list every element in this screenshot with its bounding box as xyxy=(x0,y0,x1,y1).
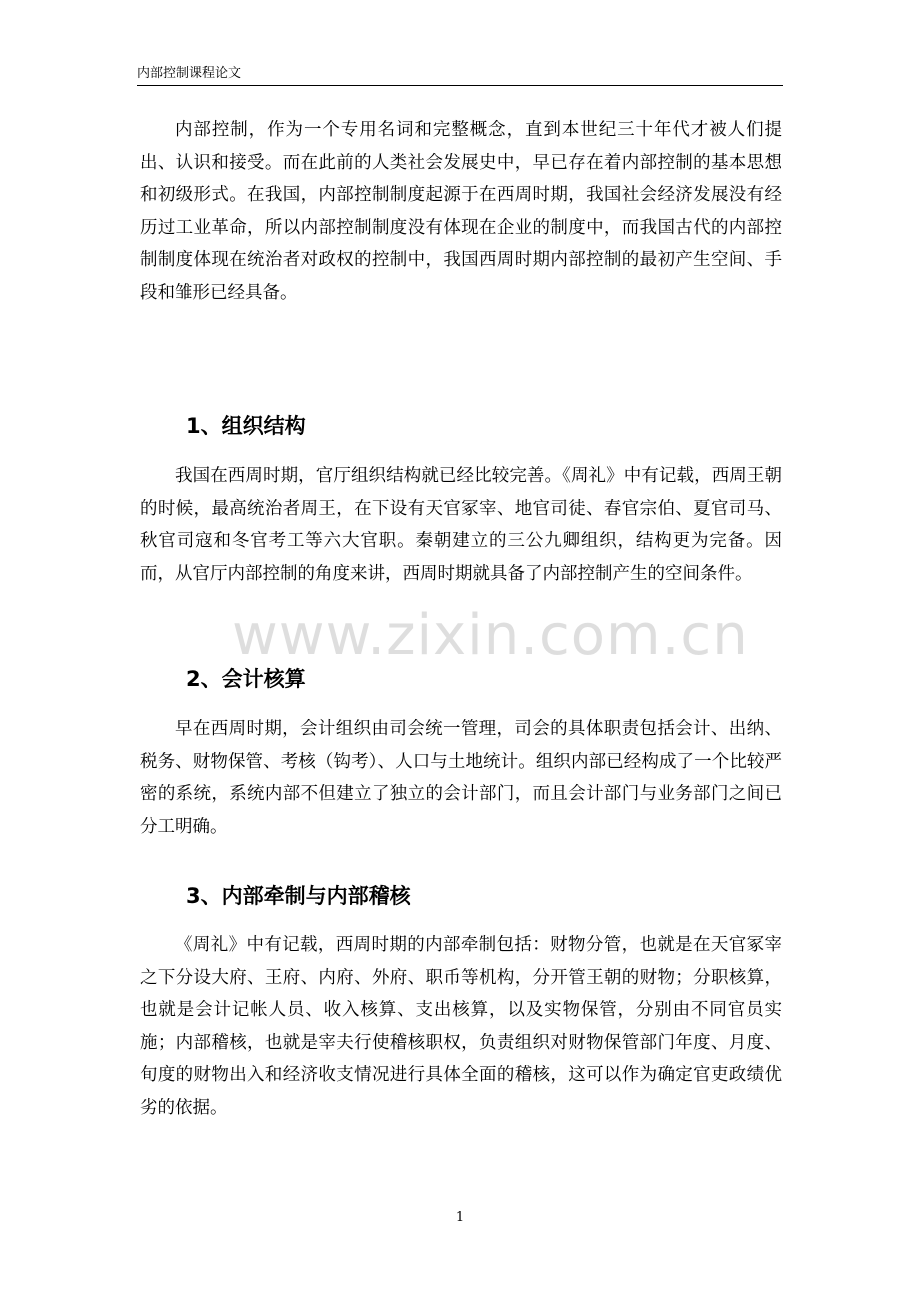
section-heading-3: 3、内部牵制与内部稽核 xyxy=(186,884,411,908)
section-heading-2: 2、会计核算 xyxy=(186,667,306,691)
watermark: www.zixin.com.cn xyxy=(232,603,749,668)
page-number: 1 xyxy=(455,1210,465,1225)
running-header: 内部控制课程论文 xyxy=(137,66,783,86)
section-body-1: 我国在西周时期，官厅组织结构就已经比较完善。《周礼》中有记载，西周王朝的时候，最高统治者周王，在下设有天官冢宰、地官司徒、春官宗伯、夏官司马、秋官司寇和冬官考工等六大官职。秦朝建立的三公九卿组织，结构更为完备。因而，从官厅内部控制的角度来讲，西周时期就具备了内部控制产生的空间条件。 xyxy=(140,466,782,584)
section-body-3: 《周礼》中有记载，西周时期的内部牵制包括：财物分管，也就是在天官冢宰之下分设大府、王府、内府、外府、职币等机构，分开管王朝的财物；分职核算，也就是会计记帐人员、收入核算、支出核算，以及实物保管，分别由不同官员实施；内部稽核，也就是宰夫行使稽核职权，负责组织对财物保管部门年度、月度、旬度的财物出入和经济收支情况进行具体全面的稽核，这可以作为确定官吏政绩优劣的依据。 xyxy=(140,935,782,1118)
section-body-2: 早在西周时期，会计组织由司会统一管理，司会的具体职责包括会计、出纳、税务、财物保管、考核（钩考）、人口与土地统计。组织内部已经构成了一个比较严密的系统，系统内部不但建立了独立的会计部门，而且会计部门与业务部门之间已分工明确。 xyxy=(140,719,782,837)
intro-paragraph: 内部控制，作为一个专用名词和完整概念，直到本世纪三十年代才被人们提出、认识和接受。而在此前的人类社会发展史中，早已存在着内部控制的基本思想和初级形式。在我国，内部控制制度起源于在西周时期，我国社会经济发展没有经历过工业革命，所以内部控制制度没有体现在企业的制度中，而我国古代的内部控制制度体现在统治者对政权的控制中，我国西周时期内部控制的最初产生空间、手段和雏形已经具备。 xyxy=(140,120,782,303)
section-heading-1: 1、组织结构 xyxy=(186,414,306,438)
